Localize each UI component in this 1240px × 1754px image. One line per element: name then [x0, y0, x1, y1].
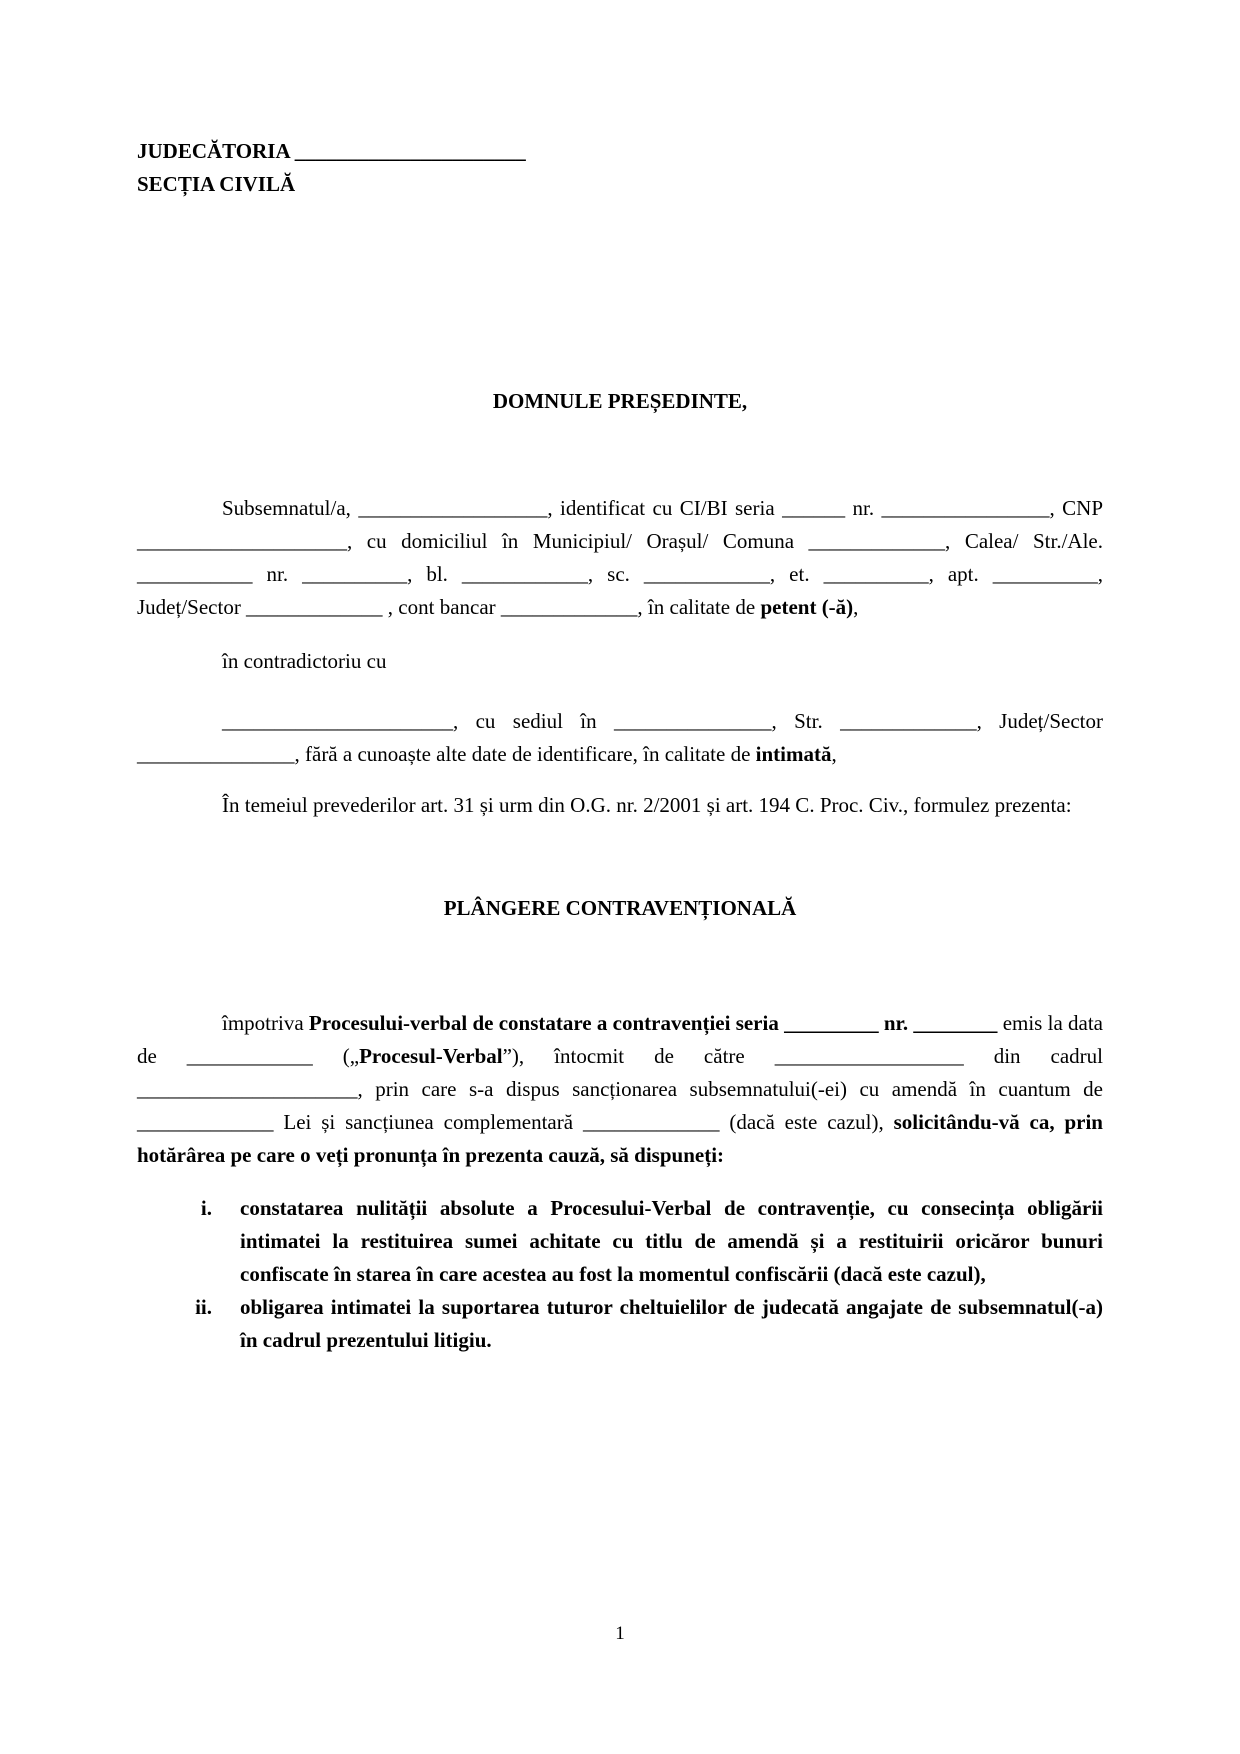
- requests-list: [137, 1192, 1103, 1357]
- page-number: 1: [615, 1623, 625, 1644]
- request-2-marker: ii.: [195, 1295, 212, 1319]
- request-2-text: obligarea intimatei la suportarea tuturor cheltuielilor de judecată angajate de subsemnatul(-a) în cadrul prezentului litigiu.: [240, 1295, 1103, 1352]
- court-header: [137, 135, 1103, 201]
- court-section-line: SECȚIA CIVILĂ: [137, 172, 296, 196]
- request-item-1: [137, 1192, 1103, 1291]
- complaint-title: PLÂNGERE CONTRAVENȚIONALĂ: [443, 896, 797, 920]
- page-footer: [0, 1620, 1240, 1648]
- request-1-marker: i.: [200, 1196, 212, 1220]
- complaint-object-paragraph: împotriva Procesului-verbal de constatare a contravenției seria _________ nr. ________ emis la data de ____________ („Procesul-Verbal”), întocmit de către __________________ din cadrul _____________________, prin care s-a dispus sancționarea subsemnatului(-ei) cu amendă în cuantum de _____________ Lei și sancțiunea complementară _____________ (dacă este cazul), solicitându-vă ca, prin hotărârea pe care o veți pronunța în prezenta cauză, să dispuneți:: [137, 1011, 1104, 1167]
- court-name-line: JUDECĂTORIA ______________________: [137, 139, 526, 163]
- request-1-text: constatarea nulității absolute a Procesului-Verbal de contravenție, cu consecința obligării intimatei la restituirea sumei achitate cu titlu de amendă și a restituirii oricăror bunuri confiscate în starea în care acestea au fost la momentul confiscării (dacă este cazul),: [240, 1196, 1103, 1286]
- salutation-title: DOMNULE PREȘEDINTE,: [492, 389, 748, 413]
- legal-basis-paragraph: În temeiul prevederilor art. 31 și urm din O.G. nr. 2/2001 și art. 194 C. Proc. Civ., formulez prezenta:: [222, 793, 1072, 817]
- request-item-2: [137, 1291, 1103, 1357]
- versus-line: în contradictoriu cu: [222, 649, 387, 673]
- petitioner-paragraph: Subsemnatul/a, __________________, identificat cu CI/BI seria ______ nr. ________________, CNP ____________________, cu domiciliul în Municipiul/ Orașul/ Comuna _____________, Calea/ Str./Ale. ___________ nr. __________, bl. ____________, sc. ____________, et. __________, apt. __________, Județ/Sector _____________ , cont bancar _____________, în calitate de petent (-ă),: [137, 496, 1103, 619]
- respondent-paragraph: ______________________, cu sediul în _______________, Str. _____________, Județ/Sector _______________, fără a cunoaște alte date de identificare, în calitate de intimată,: [137, 709, 1103, 766]
